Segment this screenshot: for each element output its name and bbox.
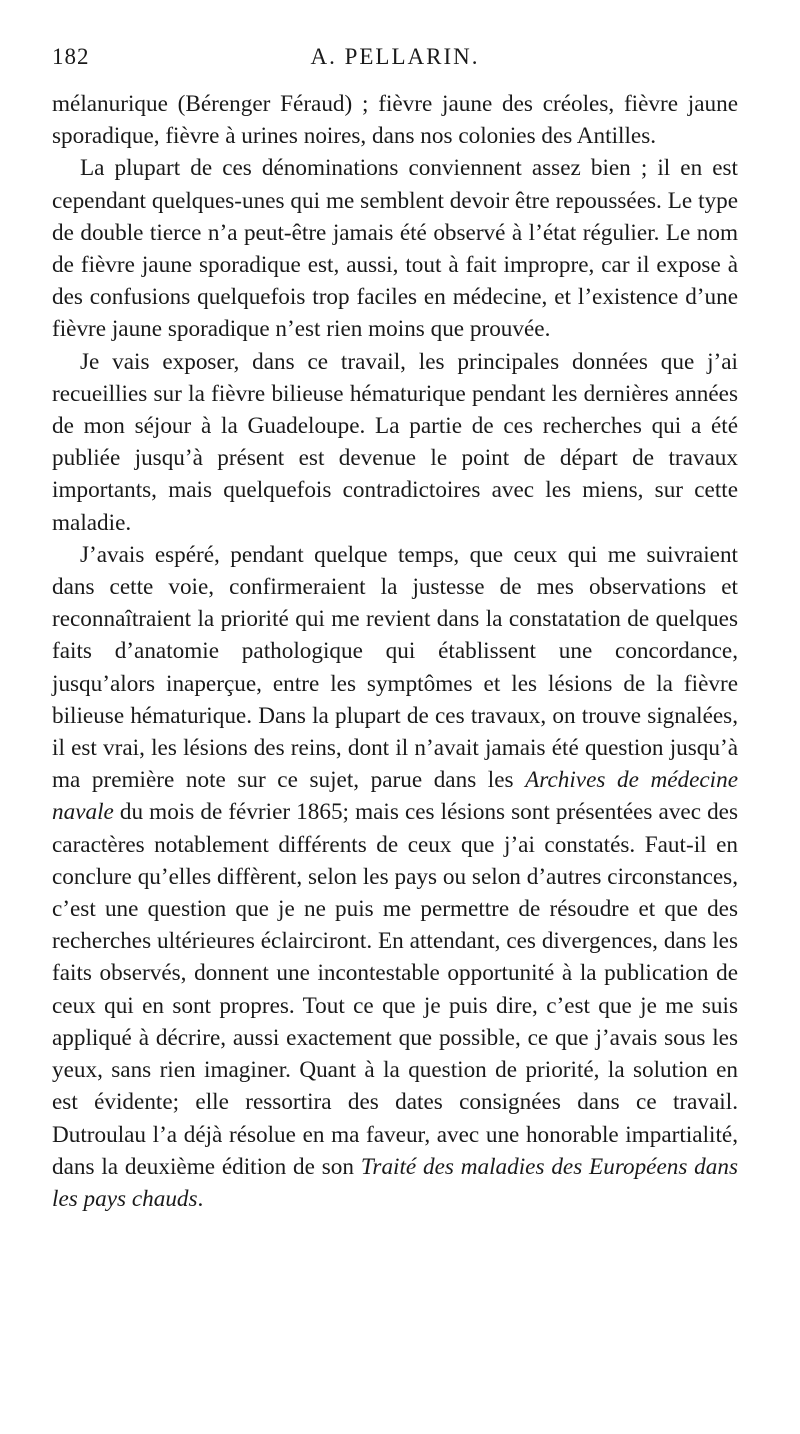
paragraph-text: La plupart de ces dénominations conviennent assez bien ; il en est cependant quelques-unes qui me semblent devoir être repoussées. Le type de double tierce n’a peut-être jamais été observé à l’état régulier. Le nom de fièvre jaune sporadique est, aussi, tout à fait impropre, car il expose à des confusions quelquefois trop faciles en médecine, et l’existence d’une fièvre jaune sporadique n’est rien moins que prouvée.	[52, 155, 738, 343]
paragraph-text: mélanurique (Bérenger Féraud) ; fièvre jaune des créoles, fièvre jaune sporadique, fièvre à urines noires, dans nos colonies des Antilles.	[52, 91, 738, 150]
paragraph	[52, 152, 738, 345]
page-number: 182	[52, 44, 90, 69]
running-head: A. PELLARIN.	[310, 44, 480, 69]
page-header	[52, 40, 738, 80]
italic-title-traite: Traité des maladies des Européens dans les pays chauds	[52, 1153, 738, 1212]
paragraph	[52, 539, 738, 1215]
paragraph-text: J’avais espéré, pendant quelque temps, que ceux qui me suivraient dans cette voie, confirmeraient la justesse de mes observations et reconnaîtraient la priorité qui me revient dans la constatation de quelques faits d’anatomie pathologique qui établissent une concordance, jusqu’alors inaperçue, entre les symptômes et les lésions de la fièvre bilieuse hématurique. Dans la plupart de ces travaux, on trouve signalées, il est vrai, les lésions des reins, dont il n’avait jamais été question jusqu’à ma première note sur ce sujet, parue dans les	[52, 541, 738, 794]
page-body	[52, 88, 738, 1215]
paragraph-text: .	[197, 1185, 204, 1212]
paragraph	[52, 346, 738, 539]
paragraph-text: Je vais exposer, dans ce travail, les principales données que j’ai recueillies sur la fièvre bilieuse hématurique pendant les dernières années de mon séjour à la Guadeloupe. La partie de ces recherches qui a été publiée jusqu’à présent est devenue le point de départ de travaux importants, mais quelquefois contradictoires avec les miens, sur cette maladie.	[52, 348, 738, 536]
paragraph-text: du mois de février 1865; mais ces lésions sont présentées avec des caractères notablement différents de ceux que j’ai constatés. Faut-il en conclure qu’elles diffèrent, selon les pays ou selon d’autres circonstances, c’est une question que je ne puis me permettre de résoudre et que des recherches ultérieures éclairciront. En attendant, ces divergences, dans les faits observés, donnent une incontestable opportunité à la publication de ceux qui en sont propres. Tout ce que je puis dire, c’est que je me suis appliqué à décrire, aussi exactement que possible, ce que j’avais sous les yeux, sans rien imaginer. Quant à la question de priorité, la solution en est évidente; elle ressortira des dates consignées dans ce travail. Dutroulau l’a déjà résolue en ma faveur, avec une honorable impartialité, dans la deuxième édition de son	[52, 799, 738, 1180]
italic-title-archives: Archives de médecine navale	[52, 767, 738, 826]
paragraph-continuation	[52, 88, 738, 152]
